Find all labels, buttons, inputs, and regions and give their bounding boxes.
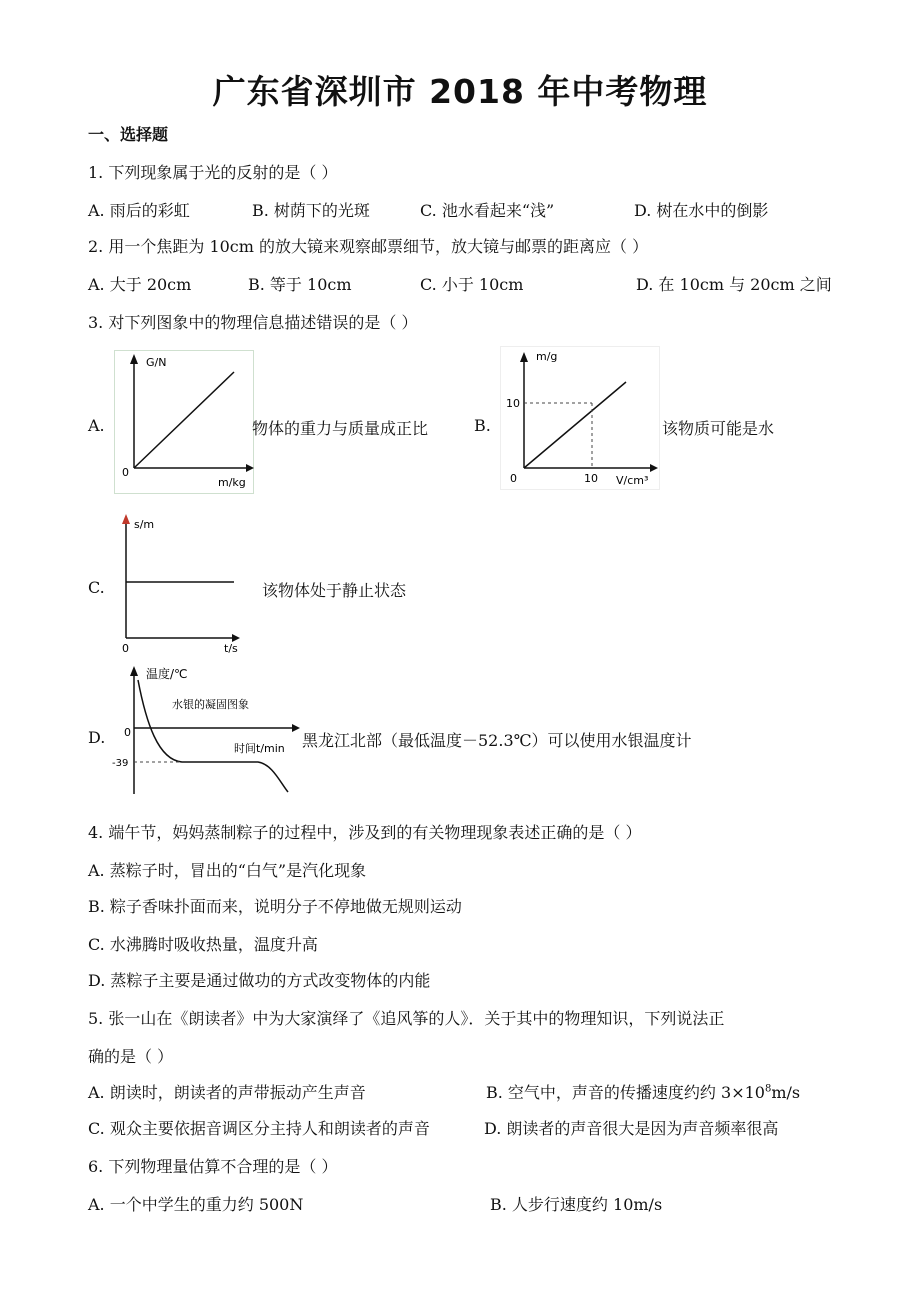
q1-option-d: D. 树在水中的倒影 [634, 201, 769, 220]
q2-option-a: A. 大于 20cm [88, 275, 192, 294]
q2-option-d: D. 在 10cm 与 20cm 之间 [636, 275, 832, 294]
y-axis-label: s/m [134, 518, 155, 531]
y-axis-label: 温度/℃ [146, 667, 188, 681]
q1-option-a: A. 雨后的彩虹 [88, 201, 190, 220]
q6-option-a: A. 一个中学生的重力约 500N [88, 1195, 304, 1214]
y-axis-label: m/g [536, 350, 558, 363]
question-3-stem: 3. 对下列图象中的物理信息描述错误的是（ ） [88, 313, 418, 332]
q5-option-c: C. 观众主要依据音调区分主持人和朗读者的声音 [88, 1119, 430, 1138]
x-axis-arrow [232, 634, 240, 642]
question-6-stem: 6. 下列物理量估算不合理的是（ ） [88, 1157, 338, 1176]
q5-option-b-exponent: 8 [764, 1083, 772, 1095]
x-axis-arrow [292, 724, 300, 732]
page-title: 广东省深圳市 2018 年中考物理 [212, 72, 708, 111]
y-tick-minus-39: -39 [112, 758, 129, 769]
x-axis-label: t/s [224, 642, 238, 655]
q5-option-d: D. 朗读者的声音很大是因为声音频率很高 [484, 1119, 779, 1138]
graph-mercury-solidification [112, 662, 302, 800]
question-4-stem: 4. 端午节，妈妈蒸制粽子的过程中，涉及到的有关物理现象表述正确的是（ ） [88, 823, 642, 842]
q4-option-c: C. 水沸腾时吸收热量，温度升高 [88, 935, 318, 954]
graph-gravity-mass [114, 350, 254, 494]
y-tick-10: 10 [506, 397, 520, 410]
q3-option-c-letter: C. [88, 578, 105, 597]
q3-option-d-desc: 黑龙江北部（最低温度－52.3℃）可以使用水银温度计 [302, 731, 692, 750]
origin-label: 0 [510, 472, 517, 485]
q3-option-b-desc: 该物质可能是水 [662, 419, 775, 438]
x-axis-arrow [246, 464, 254, 472]
origin-label: 0 [124, 726, 131, 739]
section-heading: 一、选择题 [88, 125, 169, 144]
question-5-stem-line-1: 5. 张一山在《朗读者》中为大家演绎了《追风筝的人》．关于其中的物理知识，下列说法正 [88, 1009, 725, 1028]
question-1-stem: 1. 下列现象属于光的反射的是（ ） [88, 163, 338, 182]
cooling-curve [138, 680, 288, 792]
q2-option-b: B. 等于 10cm [248, 275, 352, 294]
q2-option-c: C. 小于 10cm [420, 275, 524, 294]
q1-option-b: B. 树荫下的光斑 [252, 201, 370, 220]
q5-option-b [486, 1080, 800, 1103]
q6-option-b: B. 人步行速度约 10m/s [490, 1195, 663, 1214]
q5-option-b-unit: m/s [771, 1083, 801, 1102]
y-axis-label: G/N [146, 356, 167, 369]
graph-caption: 水银的凝固图象 [172, 698, 249, 711]
origin-label: 0 [122, 642, 129, 655]
q3-option-b-letter: B. [474, 416, 491, 435]
x-tick-10: 10 [584, 472, 598, 485]
question-5-stem-line-2: 确的是（ ） [88, 1047, 174, 1066]
q4-option-a: A. 蒸粽子时，冒出的“白气”是汽化现象 [88, 861, 367, 880]
q3-option-c-desc: 该物体处于静止状态 [262, 581, 407, 600]
x-axis-arrow [650, 464, 658, 472]
q4-option-b: B. 粽子香味扑面而来，说明分子不停地做无规则运动 [88, 897, 462, 916]
y-axis-arrow [520, 352, 528, 362]
q1-option-c: C. 池水看起来“浅” [420, 201, 555, 220]
q3-option-a-desc: 物体的重力与质量成正比 [252, 419, 429, 438]
q5-option-b-text: B. 空气中，声音的传播速度约约 3×10 [486, 1083, 765, 1102]
x-axis-label: 时间t/min [234, 742, 285, 755]
q3-option-a-letter: A. [88, 416, 105, 435]
q5-option-a: A. 朗读时，朗读者的声带振动产生声音 [88, 1083, 366, 1102]
q3-option-d-letter: D. [88, 728, 106, 747]
y-axis-arrow [130, 666, 138, 676]
proportional-line [134, 372, 234, 468]
question-2-stem: 2. 用一个焦距为 10cm 的放大镜来观察邮票细节，放大镜与邮票的距离应（ ） [88, 237, 649, 256]
graph-mass-volume [500, 346, 660, 490]
proportional-line [524, 382, 626, 468]
y-axis-arrow [130, 354, 138, 364]
origin-label: 0 [122, 466, 129, 479]
graph-distance-time [116, 512, 256, 656]
x-axis-label: m/kg [218, 476, 246, 489]
x-axis-label: V/cm³ [616, 474, 649, 487]
y-axis-arrow [122, 514, 130, 524]
q4-option-d: D. 蒸粽子主要是通过做功的方式改变物体的内能 [88, 971, 431, 990]
